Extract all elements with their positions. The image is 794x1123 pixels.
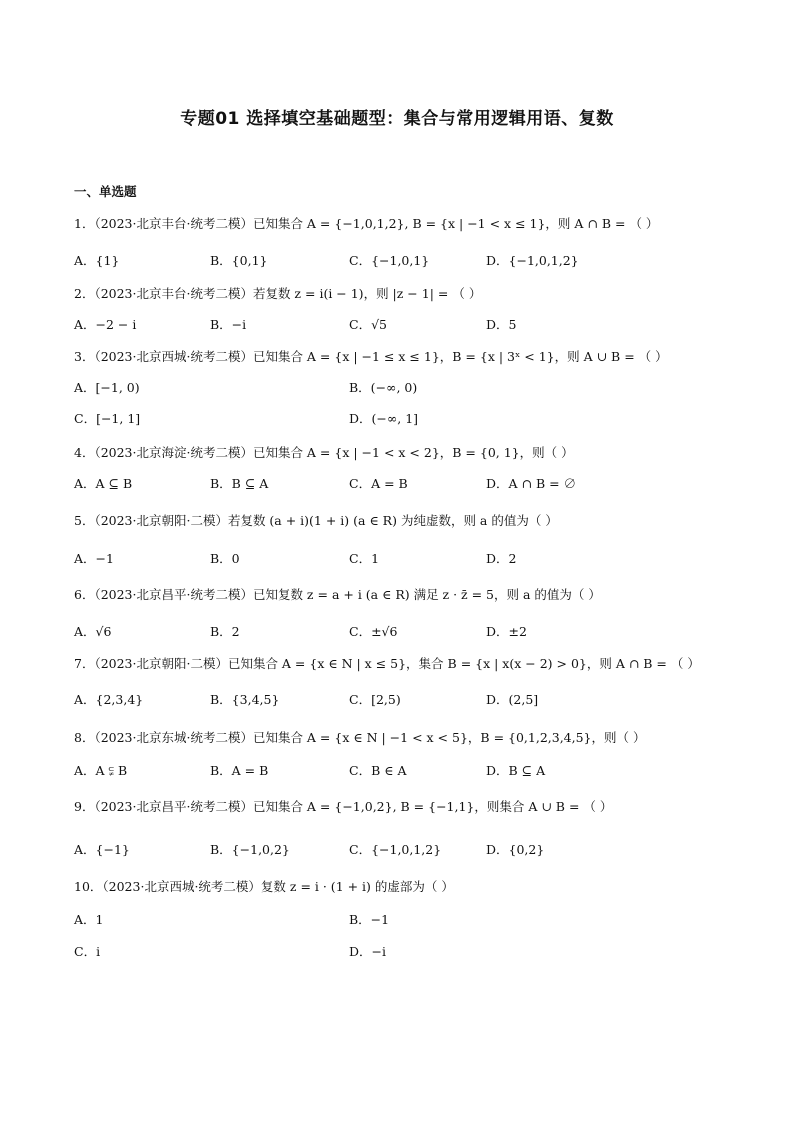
question-9-stem: 9．（2023·北京昌平·统考二模）已知集合 A = {−1,0,2}, B = {−1,1}，则集合 A ∪ B = （ ）	[74, 799, 613, 814]
question-2-stem: 2．（2023·北京丰台·统考二模）若复数 z = i(i − 1)，则 |z − 1| = （ ）	[74, 286, 482, 301]
question-1-stem: 1．（2023·北京丰台·统考二模）已知集合 A = {−1,0,1,2}, B = {x | −1 < x ≤ 1}，则 A ∩ B = （ ）	[74, 216, 659, 231]
question-7-stem: 7．（2023·北京朝阳·二模）已知集合 A = {x ∈ N | x ≤ 5}，集合 B = {x | x(x − 2) > 0}，则 A ∩ B = （ ）	[74, 656, 700, 671]
question-8-option-d[interactable]: D．B ⊆ A	[486, 763, 546, 778]
question-4-option-c[interactable]: C．A = B	[349, 476, 408, 491]
question-7-option-a[interactable]: A．{2,3,4}	[74, 692, 144, 707]
question-5-option-d[interactable]: D．2	[486, 551, 517, 566]
question-9-option-d[interactable]: D．{0,2}	[486, 842, 545, 857]
question-5-option-b[interactable]: B．0	[210, 551, 240, 566]
question-10-option-b[interactable]: B．−1	[349, 912, 390, 927]
question-3-stem: 3．（2023·北京西城·统考二模）已知集合 A = {x | −1 ≤ x ≤ 1}，B = {x | 3ˣ < 1}，则 A ∪ B = （ ）	[74, 349, 668, 364]
question-9-option-c[interactable]: C．{−1,0,1,2}	[349, 842, 442, 857]
question-5-stem: 5．（2023·北京朝阳·二模）若复数 (a + i)(1 + i) (a ∈ R) 为纯虚数，则 a 的值为（ ）	[74, 513, 558, 528]
page-title: 专题01 选择填空基础题型：集合与常用逻辑用语、复数	[180, 109, 614, 129]
question-10-stem: 10．（2023·北京西城·统考二模）复数 z = i · (1 + i) 的虚部为（ ）	[74, 879, 454, 894]
question-1-option-b[interactable]: B．{0,1}	[210, 253, 268, 268]
question-4-option-d[interactable]: D．A ∩ B = ∅	[486, 476, 577, 491]
question-3-option-d[interactable]: D．(−∞, 1]	[349, 411, 419, 426]
question-2-option-c[interactable]: C．√5	[349, 317, 387, 332]
question-9-option-a[interactable]: A．{−1}	[74, 842, 130, 857]
question-6-stem: 6．（2023·北京昌平·统考二模）已知复数 z = a + i (a ∈ R) 满足 z · z̄ = 5，则 a 的值为（ ）	[74, 587, 601, 602]
question-7-option-d[interactable]: D．(2,5]	[486, 692, 539, 707]
section-heading: 一、单选题	[74, 184, 137, 199]
question-5-option-c[interactable]: C．1	[349, 551, 380, 566]
question-6-option-d[interactable]: D．±2	[486, 624, 527, 639]
question-6-option-b[interactable]: B．2	[210, 624, 240, 639]
question-2-option-d[interactable]: D．5	[486, 317, 517, 332]
question-10-option-d[interactable]: D．−i	[349, 944, 386, 959]
question-7-option-b[interactable]: B．{3,4,5}	[210, 692, 280, 707]
question-1-option-a[interactable]: A．{1}	[74, 253, 120, 268]
question-9-option-b[interactable]: B．{−1,0,2}	[210, 842, 290, 857]
question-8-option-c[interactable]: C．B ∈ A	[349, 763, 407, 778]
question-3-option-b[interactable]: B．(−∞, 0)	[349, 380, 418, 395]
question-8-stem: 8．（2023·北京东城·统考二模）已知集合 A = {x ∈ N | −1 < x < 5}，B = {0,1,2,3,4,5}，则（ ）	[74, 730, 646, 745]
question-10-option-a[interactable]: A．1	[74, 912, 104, 927]
question-3-option-a[interactable]: A．[−1, 0)	[74, 380, 140, 395]
question-5-option-a[interactable]: A．−1	[74, 551, 114, 566]
question-2-option-b[interactable]: B．−i	[210, 317, 247, 332]
question-1-option-c[interactable]: C．{−1,0,1}	[349, 253, 430, 268]
question-7-option-c[interactable]: C．[2,5)	[349, 692, 401, 707]
question-8-option-a[interactable]: A．A ⫋ B	[74, 763, 128, 778]
question-4-option-b[interactable]: B．B ⊆ A	[210, 476, 269, 491]
question-2-option-a[interactable]: A．−2 − i	[74, 317, 137, 332]
question-4-option-a[interactable]: A．A ⊆ B	[74, 476, 133, 491]
question-10-option-c[interactable]: C．i	[74, 944, 101, 959]
question-8-option-b[interactable]: B．A = B	[210, 763, 269, 778]
question-6-option-a[interactable]: A．√6	[74, 624, 112, 639]
question-6-option-c[interactable]: C．±√6	[349, 624, 398, 639]
question-1-option-d[interactable]: D．{−1,0,1,2}	[486, 253, 579, 268]
question-4-stem: 4．（2023·北京海淀·统考二模）已知集合 A = {x | −1 < x < 2}，B = {0, 1}，则（ ）	[74, 445, 574, 460]
question-3-option-c[interactable]: C．[−1, 1]	[74, 411, 141, 426]
